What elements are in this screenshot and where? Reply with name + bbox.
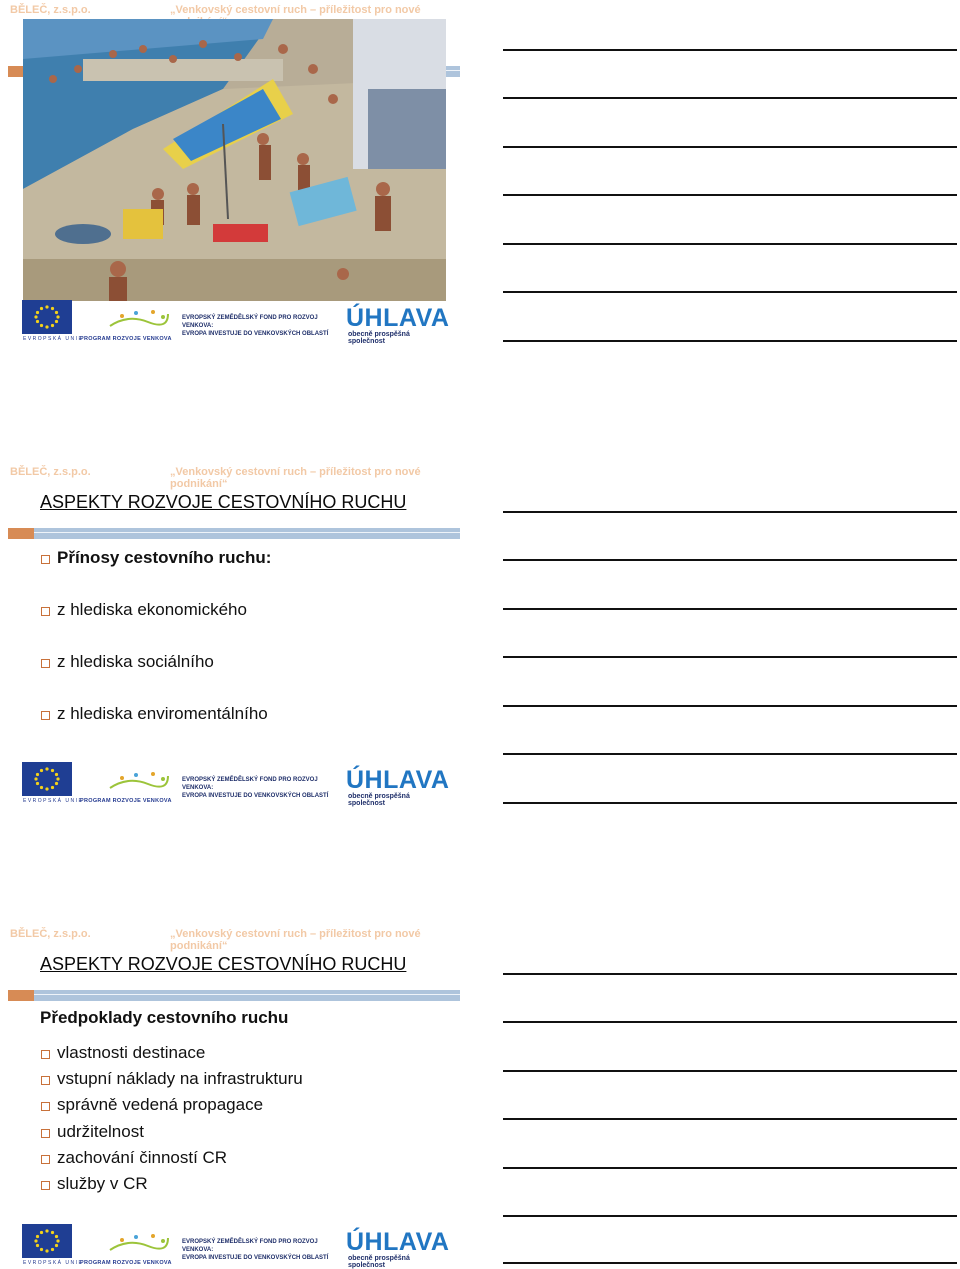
eu-flag-icon [22,762,72,796]
note-line [503,705,957,707]
program-label: PROGRAM ROZVOJE VENKOVA [80,1260,172,1266]
note-line [503,1021,957,1023]
eu-flag-icon [22,300,72,334]
program-label: PROGRAM ROZVOJE VENKOVA [80,336,172,342]
title-divider-bar [8,528,460,539]
slide-3 [0,924,470,1269]
note-line [503,340,957,342]
slide-footer [22,762,448,806]
program-label: PROGRAM ROZVOJE VENKOVA [80,798,172,804]
note-line [503,243,957,245]
uhlava-subtitle: obecně prospěšná společnost [348,331,410,345]
uhlava-subtitle: obecně prospěšná společnost [348,1255,410,1269]
bullet-square-icon [41,1181,50,1190]
uhlava-logo: ÚHLAVA [346,304,450,332]
title-divider-bar [8,990,460,1001]
bullet-item: zachování činností CR [40,1148,303,1174]
bullet-item: správně vedená propagace [40,1095,303,1121]
note-line [503,194,957,196]
note-line [503,802,957,804]
bullet-list [40,1043,303,1200]
bullet-list [40,548,271,756]
eu-label: EVROPSKÁ UNIE [23,336,84,342]
note-line [503,1215,957,1217]
slide-title: ASPEKTY ROZVOJE CESTOVNÍHO RUCHU [40,954,407,974]
bullet-item: služby v CR [40,1174,303,1200]
header-project: „Venkovský cestovní ruch – příležitost pro nové [170,4,421,16]
note-line [503,1118,957,1120]
bullet-square-icon [41,555,50,564]
note-line [503,146,957,148]
bullet-square-icon [41,607,50,616]
program-rozvoje-venkova-logo-icon [108,308,170,330]
fund-line-2: EVROPA INVESTUJE DO VENKOVSKÝCH OBLASTÍ [182,1255,329,1261]
fund-text [182,1238,347,1262]
note-line [503,973,957,975]
header-org: BĚLEČ, z.s.p.o. [10,928,91,940]
bullet-square-icon [41,1155,50,1164]
header-project: „Venkovský cestovní ruch – příležitost pro nové podnikání“ [170,466,421,490]
fund-text [182,776,347,800]
fund-text [182,314,347,338]
bullet-square-icon [41,1129,50,1138]
slide-header [10,4,460,18]
uhlava-logo: ÚHLAVA [346,766,450,794]
eu-label: EVROPSKÁ UNIE [23,798,84,804]
slide-footer [22,300,448,344]
bullet-item: udržitelnost [40,1122,303,1148]
note-line [503,1262,957,1264]
bullet-item: Přínosy cestovního ruchu: [40,548,271,600]
bullet-square-icon [41,1050,50,1059]
note-line [503,291,957,293]
bullet-item: vlastnosti destinace [40,1043,303,1069]
note-line [503,608,957,610]
eu-label: EVROPSKÁ UNIE [23,1260,84,1266]
uhlava-logo: ÚHLAVA [346,1228,450,1256]
fund-line-1: EVROPSKÝ ZEMĚDĚLSKÝ FOND PRO ROZVOJ VENKOVA: [182,315,318,329]
slide-subheading: Předpoklady cestovního ruchu [40,1008,289,1027]
bullet-square-icon [41,1076,50,1085]
header-org: BĚLEČ, z.s.p.o. [10,466,91,478]
eu-flag-icon [22,1224,72,1258]
slide-header [10,928,460,952]
bullet-item: z hlediska sociálního [40,652,271,704]
uhlava-subtitle: obecně prospěšná společnost [348,793,410,807]
slide-title: ASPEKTY ROZVOJE CESTOVNÍHO RUCHU [40,492,407,512]
bullet-item: z hlediska ekonomického [40,600,271,652]
fund-line-1: EVROPSKÝ ZEMĚDĚLSKÝ FOND PRO ROZVOJ VENKOVA: [182,1239,318,1253]
beach-crowd-photo [23,19,446,301]
slide-footer [22,1224,448,1268]
bullet-item: z hlediska enviromentálního [40,704,271,756]
note-line [503,511,957,513]
note-line [503,97,957,99]
fund-line-2: EVROPA INVESTUJE DO VENKOVSKÝCH OBLASTÍ [182,331,329,337]
bullet-square-icon [41,1102,50,1111]
note-line [503,656,957,658]
program-rozvoje-venkova-logo-icon [108,770,170,792]
bullet-square-icon [41,711,50,720]
note-line [503,1167,957,1169]
header-project: „Venkovský cestovní ruch – příležitost pro nové podnikání“ [170,928,421,952]
fund-line-2: EVROPA INVESTUJE DO VENKOVSKÝCH OBLASTÍ [182,793,329,799]
slide-2 [0,462,470,807]
bullet-square-icon [41,659,50,668]
slide-header [10,466,460,490]
note-line [503,753,957,755]
bullet-item: vstupní náklady na infrastrukturu [40,1069,303,1095]
note-line [503,1070,957,1072]
fund-line-1: EVROPSKÝ ZEMĚDĚLSKÝ FOND PRO ROZVOJ VENKOVA: [182,777,318,791]
program-rozvoje-venkova-logo-icon [108,1232,170,1254]
header-org: BĚLEČ, z.s.p.o. [10,4,91,16]
note-line [503,49,957,51]
note-line [503,559,957,561]
slide-1 [0,0,470,345]
